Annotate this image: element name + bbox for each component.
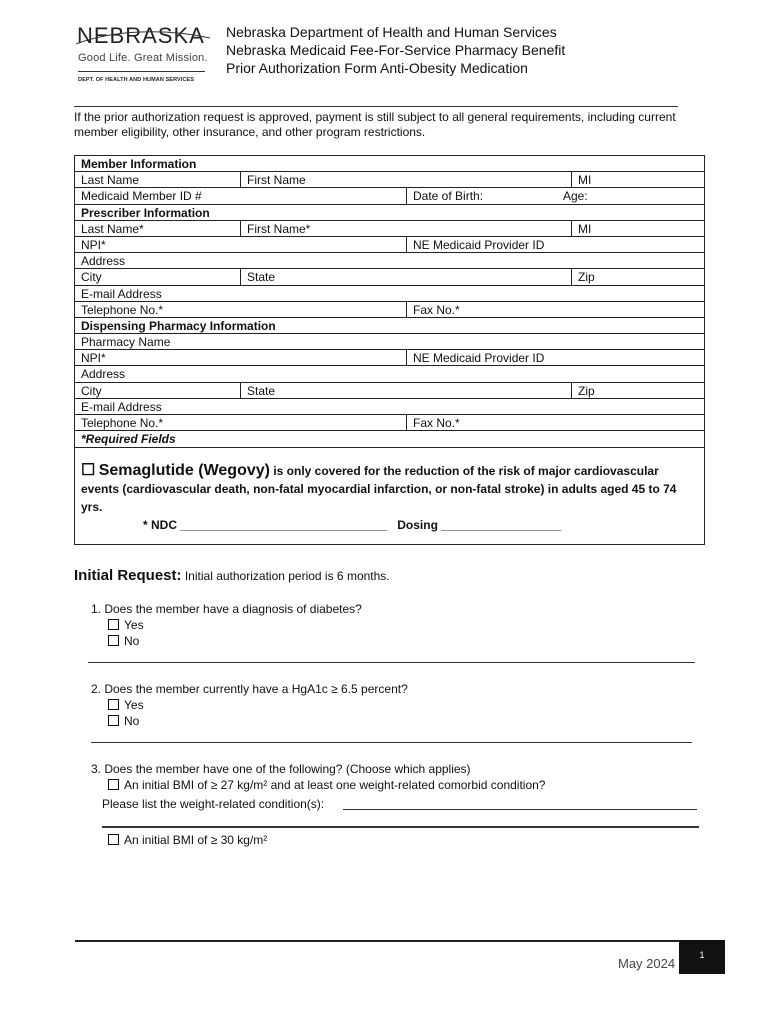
- pharmacy-provider-id-field[interactable]: NE Medicaid Provider ID: [406, 350, 544, 365]
- pharmacy-address-field[interactable]: Address: [81, 367, 126, 382]
- option-label: No: [124, 634, 140, 648]
- table-row: [75, 188, 704, 204]
- header-divider: [74, 106, 678, 107]
- checkbox-icon: [108, 834, 119, 845]
- semaglutide-criteria: is only covered for the reduction of the risk of major cardiovascular events (cardiovascular death, non-fatal myocardial infarction, or non-fatal stroke) in adults aged 45 to 74 yrs.: [81, 464, 677, 515]
- table-row: [75, 221, 704, 237]
- conditions-input-line[interactable]: [343, 809, 697, 810]
- footer-rule: [75, 940, 725, 942]
- option-label: An initial BMI of ≥ 27 kg/m² and at least one weight-related comorbid condition?: [124, 778, 546, 792]
- logo-swoosh-icon: [74, 26, 214, 50]
- prescriber-address-field[interactable]: Address: [81, 254, 126, 269]
- table-row: [75, 318, 704, 334]
- dob-field[interactable]: Date of Birth:: [406, 188, 483, 203]
- logo-tagline: Good Life. Great Mission.: [78, 52, 208, 64]
- table-row: [75, 399, 704, 415]
- q2-no-option[interactable]: [108, 714, 139, 728]
- prescriber-fax-field[interactable]: Fax No.*: [406, 302, 460, 317]
- table-row: [75, 350, 704, 366]
- table-row: [75, 415, 704, 431]
- intro-paragraph: If the prior authorization request is approved, payment is still subject to all general requirements, including current member eligibility, other insurance, and other program restrictions.: [74, 110, 676, 139]
- table-row: [75, 269, 704, 285]
- table-row: [75, 156, 704, 172]
- ndc-dosing-line: [81, 516, 698, 534]
- dosing-field[interactable]: Dosing __________________: [397, 518, 562, 533]
- prescriber-last-name-field[interactable]: Last Name*: [81, 221, 144, 236]
- header-program: Nebraska Medicaid Fee-For-Service Pharmacy Benefit: [226, 42, 566, 58]
- member-mi-field[interactable]: MI: [571, 172, 591, 187]
- logo-divider: [78, 71, 205, 72]
- checkbox-icon: [108, 635, 119, 646]
- prescriber-info-heading: Prescriber Information: [81, 205, 210, 220]
- member-first-name-field[interactable]: First Name: [240, 172, 306, 187]
- logo-department: DEPT. OF HEALTH AND HUMAN SERVICES: [78, 77, 195, 83]
- q1-no-option[interactable]: [108, 634, 139, 648]
- pharmacy-info-heading: Dispensing Pharmacy Information: [81, 318, 276, 333]
- pharmacy-fax-field[interactable]: Fax No.*: [406, 415, 460, 430]
- prescriber-provider-id-field[interactable]: NE Medicaid Provider ID: [406, 237, 544, 252]
- nebraska-logo-wordmark: NEBRASKA: [77, 23, 205, 48]
- required-fields-note: *Required Fields: [81, 432, 176, 447]
- initial-request-period: Initial authorization period is 6 months.: [181, 569, 390, 583]
- medicaid-id-field[interactable]: Medicaid Member ID #: [81, 189, 202, 204]
- table-row: [75, 253, 704, 269]
- info-table: [74, 155, 705, 545]
- option-label: Yes: [124, 698, 144, 712]
- checkbox-icon: [108, 715, 119, 726]
- checkbox-icon: [108, 779, 119, 790]
- question-3: 3. Does the member have one of the following? (Choose which applies): [91, 762, 471, 776]
- member-last-name-field[interactable]: Last Name: [81, 173, 140, 188]
- header-form-title: Prior Authorization Form Anti-Obesity Medication: [226, 60, 528, 76]
- pharmacy-state-field[interactable]: State: [240, 383, 275, 398]
- table-row: [75, 383, 704, 399]
- question-2: 2. Does the member currently have a HgA1c ≥ 6.5 percent?: [91, 682, 408, 696]
- table-row: [75, 334, 704, 350]
- header-agency: Nebraska Department of Health and Human Services: [226, 24, 557, 40]
- table-row: [75, 302, 704, 318]
- prescriber-first-name-field[interactable]: First Name*: [240, 221, 310, 236]
- conditions-list-label: Please list the weight-related condition(s):: [102, 797, 325, 811]
- footer-date: May 2024: [618, 956, 676, 971]
- page-number: 1: [679, 940, 725, 974]
- pharmacy-city-field[interactable]: City: [81, 383, 102, 398]
- semaglutide-checkbox[interactable]: ☐: [81, 462, 96, 480]
- member-info-heading: Member Information: [81, 157, 197, 171]
- table-row: [75, 172, 704, 188]
- pharmacy-email-field[interactable]: E-mail Address: [81, 399, 162, 414]
- q1-divider: [88, 662, 695, 663]
- table-row: [75, 431, 704, 447]
- checkbox-icon: [108, 699, 119, 710]
- prescriber-zip-field[interactable]: Zip: [571, 269, 595, 284]
- q2-yes-option[interactable]: [108, 698, 144, 712]
- semaglutide-section: [75, 447, 704, 544]
- prescriber-city-field[interactable]: City: [81, 270, 102, 285]
- table-row: [75, 286, 704, 302]
- option-label: An initial BMI of ≥ 30 kg/m²: [124, 833, 268, 847]
- option-label: Yes: [124, 618, 144, 632]
- initial-request-title: Initial Request:: [74, 567, 182, 584]
- pharmacy-name-field[interactable]: Pharmacy Name: [81, 335, 171, 350]
- pharmacy-phone-field[interactable]: Telephone No.*: [81, 416, 164, 430]
- prescriber-state-field[interactable]: State: [240, 269, 275, 284]
- q1-yes-option[interactable]: [108, 618, 144, 632]
- bmi27-option[interactable]: [108, 778, 545, 792]
- semaglutide-name: Semaglutide (Wegovy): [98, 462, 270, 480]
- prescriber-email-field[interactable]: E-mail Address: [81, 286, 162, 301]
- prescriber-npi-field[interactable]: NPI*: [81, 237, 106, 252]
- initial-request-heading: [74, 567, 390, 584]
- conditions-input-line-2[interactable]: [102, 826, 699, 828]
- table-row: [75, 205, 704, 221]
- question-1: 1. Does the member have a diagnosis of diabetes?: [91, 602, 362, 616]
- pharmacy-npi-field[interactable]: NPI*: [81, 351, 106, 366]
- option-label: No: [124, 714, 140, 728]
- table-row: [75, 237, 704, 253]
- q2-divider: [91, 742, 692, 743]
- ndc-field[interactable]: * NDC _______________________________: [143, 518, 388, 533]
- prescriber-mi-field[interactable]: MI: [571, 221, 591, 236]
- prescriber-phone-field[interactable]: Telephone No.*: [81, 302, 164, 317]
- table-row: [75, 366, 704, 382]
- checkbox-icon: [108, 619, 119, 630]
- pharmacy-zip-field[interactable]: Zip: [571, 383, 595, 398]
- age-field[interactable]: Age:: [563, 189, 588, 204]
- bmi30-option[interactable]: [108, 833, 267, 847]
